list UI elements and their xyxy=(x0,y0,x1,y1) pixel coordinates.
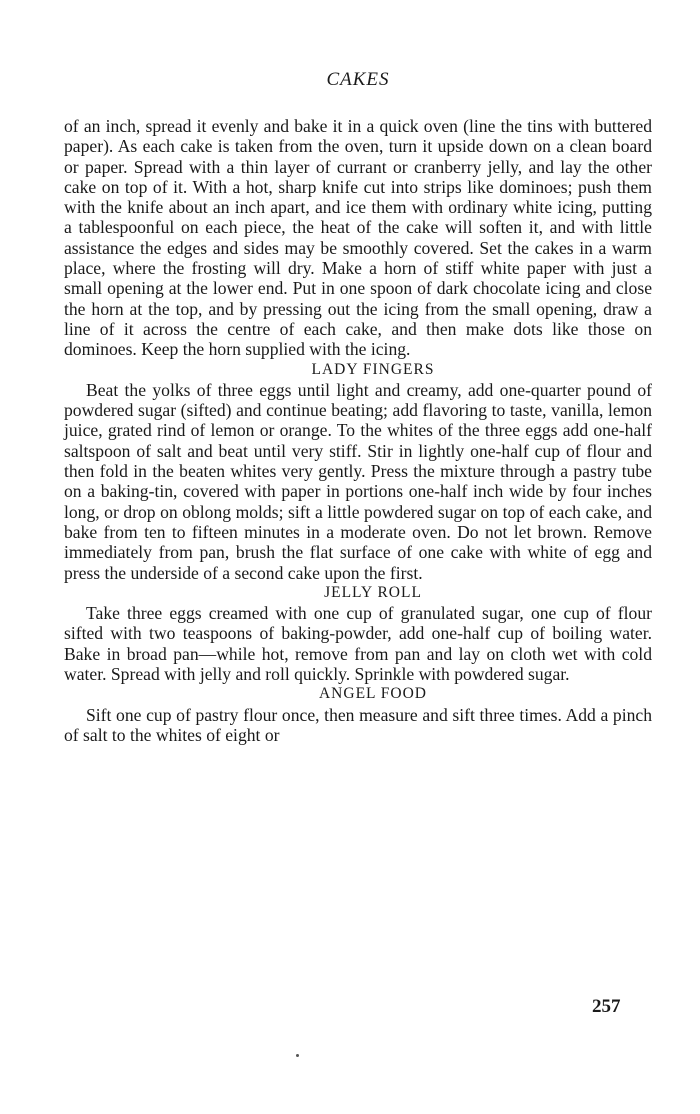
running-head: CAKES xyxy=(326,69,390,90)
recipe-heading: LADY FINGERS xyxy=(311,360,435,378)
recipe-heading: JELLY ROLL xyxy=(324,583,422,601)
recipe-text: Beat the yolks of three eggs until light and creamy, add one-quarter pound of powdered sugar (sifted) and continue beating; add flavoring to taste, vanilla, lemon juice, grated rind of lemon or orange. To the whites of the three eggs add one-half saltspoon of salt and beat until very stiff. Stir in lightly one-half cup of flour and then fold in the beaten whites very gently. Press the mixture through a pastry tube on a baking-tin, covered with paper in portions one-half inch wide by four inches long, or drop on oblong molds; sift a little powdered sugar on top of each cake, and bake from ten to fifteen minutes in a moderate oven. Do not let brown. Remove immediately from pan, brush the flat surface of one cake with white of egg and press the underside of a second cake upon the first. xyxy=(64,379,652,583)
recipe-heading: ANGEL FOOD xyxy=(318,685,428,703)
recipe-lady-fingers xyxy=(64,360,652,583)
recipe-text: Take three eggs creamed with one cup of granulated sugar, one cup of flour sifted with two teaspoons of baking-powder, add one-half cup of boiling water. Bake in broad pan—while hot, remove from pan and lay on cloth wet with cold water. Spread with jelly and roll quickly. Sprinkle with powdered sugar. xyxy=(64,603,652,685)
page-number: 257 xyxy=(592,996,621,1017)
print-speck xyxy=(296,1054,299,1057)
intro-paragraph: of an inch, spread it evenly and bake it in a quick oven (line the tins with buttered paper). As each cake is taken from the oven, turn it upside down on a clean board or paper. Spread with a thin layer of currant or cranberry jelly, and lay the other cake on top of it. With a hot, sharp knife cut into strips like dominoes; push them with the knife about an inch apart, and ice them with ordinary white icing, putting a tablespoonful on each piece, the heat of the cake will soften it, and with little assistance the edges and sides may be smoothly covered. Set the cakes in a warm place, where the frosting will dry. Make a horn of stiff white paper with just a small opening at the lower end. Put in one spoon of dark chocolate icing and close the horn at the top, and by pressing out the icing from the small opening, draw a line of it across the centre of each cake, and then make dots like those on dominoes. Keep the horn supplied with the icing. xyxy=(64,116,652,360)
recipe-angel-food xyxy=(64,684,652,745)
recipe-text: Sift one cup of pastry flour once, then measure and sift three times. Add a pinch of salt to the whites of eight or xyxy=(64,704,652,745)
book-page xyxy=(64,70,652,745)
recipe-jelly-roll xyxy=(64,583,652,684)
